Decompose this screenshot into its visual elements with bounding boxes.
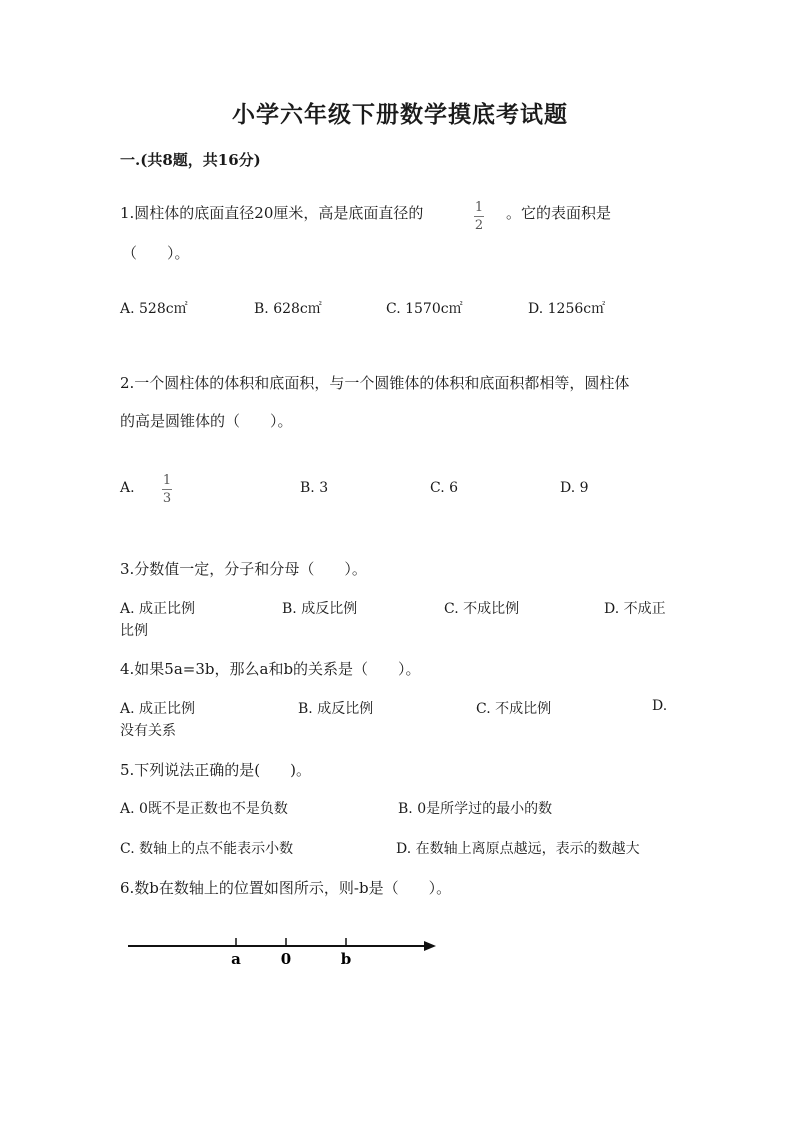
q1-fraction <box>474 201 484 232</box>
q5-stem: 5.下列说法正确的是( )。 <box>120 761 312 779</box>
number-line-arrow-icon <box>424 941 436 951</box>
q1-stem-line1-end: 。它的表面积是 <box>506 204 612 222</box>
q2-option-d[interactable]: D. 9 <box>560 480 589 496</box>
q4-option-b[interactable]: B. 成反比例 <box>298 701 374 717</box>
q5-option-b[interactable]: B. 0是所学过的最小的数 <box>398 801 553 817</box>
label-a: a <box>231 950 241 968</box>
q4-option-d-continued: 没有关系 <box>120 723 176 739</box>
q2-fraction-denominator: 3 <box>162 491 172 506</box>
q1-option-b[interactable]: B. 628c㎡ <box>254 301 322 317</box>
q6-stem: 6.数b在数轴上的位置如图所示，则-b是（ ）。 <box>120 879 452 897</box>
q1-fraction-numerator: 1 <box>474 200 484 215</box>
q2-stem-line2: 的高是圆锥体的（ ）。 <box>120 412 293 430</box>
label-b: b <box>340 950 352 968</box>
q1-option-d[interactable]: D. 1256c㎡ <box>528 301 606 317</box>
q3-option-d[interactable]: D. 不成正 <box>604 601 666 617</box>
q3-stem: 3.分数值一定，分子和分母（ ）。 <box>120 560 367 578</box>
fraction-bar <box>474 216 484 217</box>
q1-stem-line2: （ ）。 <box>122 244 190 262</box>
q4-option-d[interactable]: D. <box>652 698 668 714</box>
q2-option-a-fraction <box>162 474 172 505</box>
number-line-diagram <box>124 932 444 972</box>
q2-fraction-numerator: 1 <box>162 473 172 488</box>
q3-option-a[interactable]: A. 成正比例 <box>120 601 196 617</box>
q2-option-c[interactable]: C. 6 <box>430 480 459 496</box>
q4-option-a[interactable]: A. 成正比例 <box>120 701 196 717</box>
q1-option-a[interactable]: A. 528c㎡ <box>120 301 188 317</box>
q4-stem: 4.如果5a=3b，那么a和b的关系是（ ）。 <box>120 660 421 678</box>
section-heading: 一.(共8题，共16分) <box>120 151 261 169</box>
q5-option-c[interactable]: C. 数轴上的点不能表示小数 <box>120 841 294 857</box>
label-zero: 0 <box>280 950 292 968</box>
q5-option-a[interactable]: A. 0既不是正数也不是负数 <box>120 801 288 817</box>
q2-option-a-label[interactable]: A. <box>120 480 135 496</box>
q5-option-d[interactable]: D. 在数轴上离原点越远，表示的数越大 <box>396 841 640 857</box>
q3-option-b[interactable]: B. 成反比例 <box>282 601 358 617</box>
q3-option-c[interactable]: C. 不成比例 <box>444 601 520 617</box>
q1-fraction-denominator: 2 <box>474 218 484 233</box>
fraction-bar <box>162 489 172 490</box>
q4-option-c[interactable]: C. 不成比例 <box>476 701 552 717</box>
q1-option-c[interactable]: C. 1570c㎡ <box>386 301 463 317</box>
q2-stem-line1: 2.一个圆柱体的体积和底面积，与一个圆锥体的体积和底面积都相等，圆柱体 <box>120 374 630 392</box>
q3-option-d-continued: 比例 <box>120 623 148 639</box>
q2-option-b[interactable]: B. 3 <box>300 480 329 496</box>
q1-stem-line1: 1.圆柱体的底面直径20厘米，高是底面直径的 <box>120 204 424 222</box>
page-title: 小学六年级下册数学摸底考试题 <box>232 101 568 128</box>
